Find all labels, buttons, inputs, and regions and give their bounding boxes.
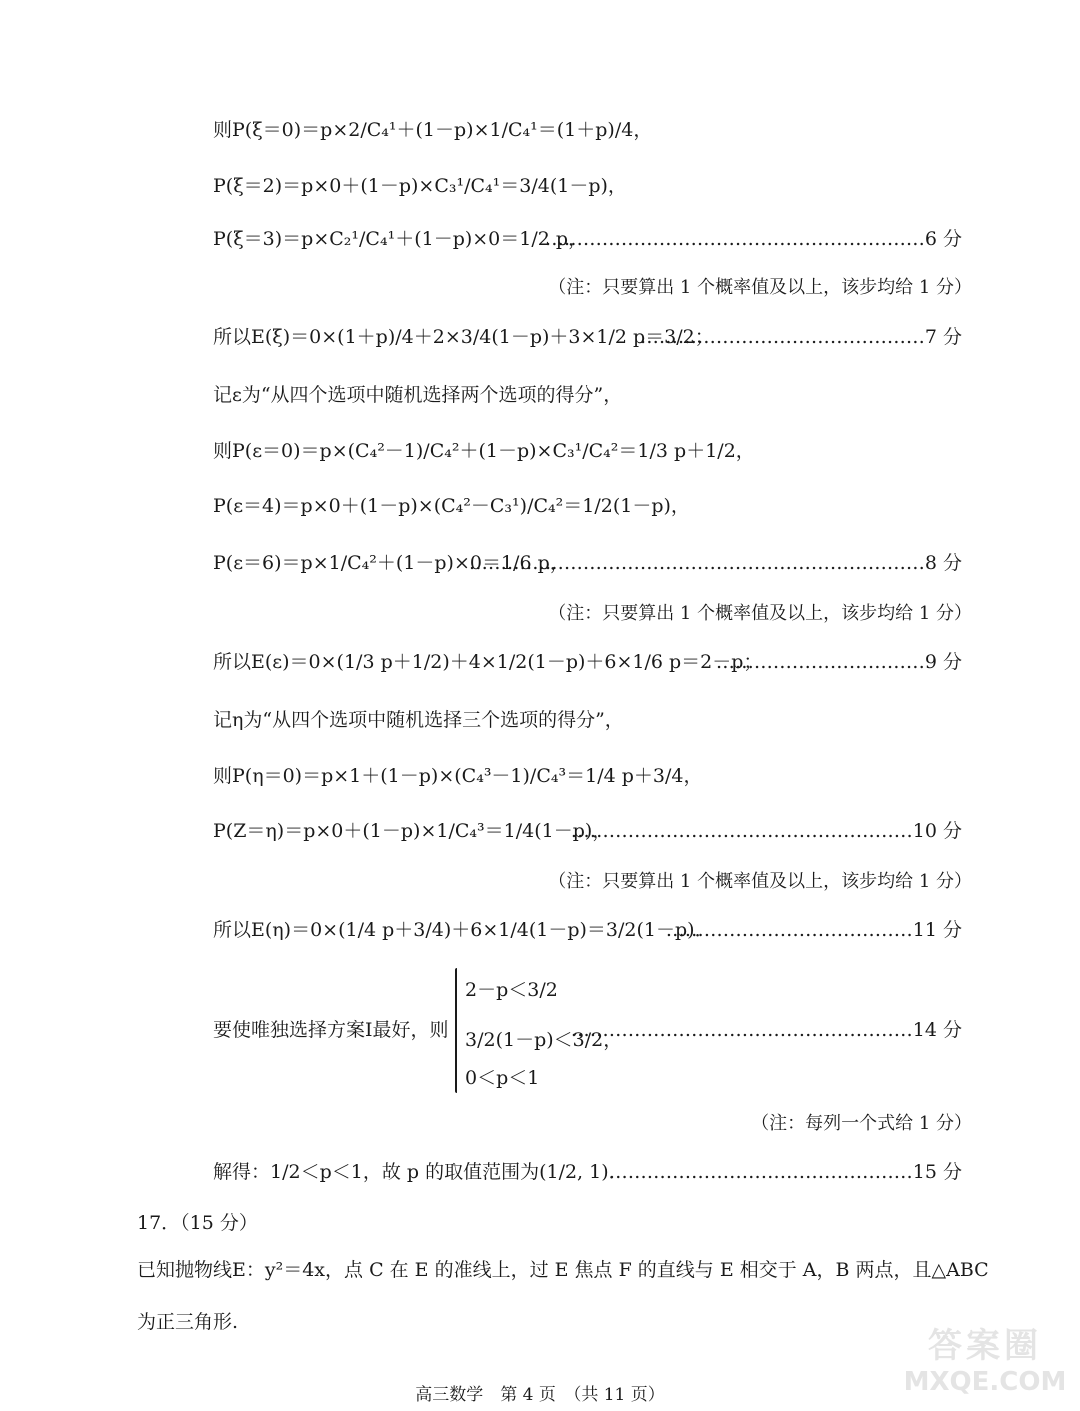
note-3: （注：只要算出 1 个概率值及以上，该步均给 1 分） (548, 871, 972, 892)
points-8: ………………………………………………………………8 分 (468, 552, 962, 574)
line-def-eps: 记ε为“从四个选项中随机选择两个选项的得分”， (213, 384, 623, 406)
watermark-line-1: 答案圈 (928, 1326, 1042, 1366)
note-4: （注：每列一个式给 1 分） (751, 1113, 972, 1134)
system-row-1: 2－p＜3/2 (465, 979, 558, 1001)
page-footer: 高三数学 第 4 页 （共 11 页） (415, 1385, 665, 1405)
note-1: （注：只要算出 1 个概率值及以上，该步均给 1 分） (548, 277, 972, 298)
line-p-xi-0: 则P(ξ＝0)＝p×2/C₄¹＋(1－p)×1/C₄¹＝(1＋p)/4， (213, 119, 653, 141)
points-6: ……………………………………………………6 分 (544, 228, 962, 250)
line-p-xi-2: P(ξ＝2)＝p×0＋(1－p)×C₃¹/C₄¹＝3/4(1－p)， (213, 175, 627, 197)
system-row-2: 3/2(1－p)＜3/2， (465, 1029, 623, 1051)
points-10: ………………………………………………10 分 (570, 820, 962, 842)
points-9: ……………………………9 分 (715, 651, 962, 673)
points-14: ………………………………………………14 分 (570, 1019, 962, 1041)
line-p-eps-4: P(ε＝4)＝p×0＋(1－p)×(C₄²－C₃¹)/C₄²＝1/2(1－p)， (213, 495, 690, 517)
points-11: …………………………………11 分 (665, 919, 962, 941)
line-def-eta: 记η为“从四个选项中随机选择三个选项的得分”， (213, 709, 624, 731)
line-solve: 解得：1/2＜p＜1，故 p 的取值范围为(1/2, 1)． (213, 1161, 628, 1183)
line-expect-xi: 所以E(ξ)＝0×(1＋p)/4＋2×3/4(1－p)＋3×1/2 p＝3/2； (213, 326, 714, 348)
problem-17-text-2: 为正三角形. (137, 1311, 239, 1333)
note-2: （注：只要算出 1 个概率值及以上，该步均给 1 分） (548, 603, 972, 624)
system-brace (455, 968, 457, 1093)
line-p-eps-0: 则P(ε＝0)＝p×(C₄²－1)/C₄²＋(1－p)×C₃¹/C₄²＝1/3 p＋1/2， (213, 440, 755, 462)
line-p-xi-3: P(ξ＝3)＝p×C₂¹/C₄¹＋(1－p)×0＝1/2 p， (213, 228, 588, 250)
line-p-z-eta: P(Z＝η)＝p×0＋(1－p)×1/C₄³＝1/4(1－p)， (213, 820, 612, 842)
points-7: ………………………………………7 分 (639, 326, 962, 348)
watermark-logo (900, 1328, 1070, 1400)
watermark-line-2: MXQE.COM (903, 1367, 1067, 1397)
line-expect-eps: 所以E(ε)＝0×(1/3 p＋1/2)＋4×1/2(1－p)＋6×1/6 p＝2－p； (213, 651, 763, 673)
points-15: …………………………………………15 分 (608, 1161, 962, 1183)
line-p-eps-6: P(ε＝6)＝p×1/C₄²＋(1－p)×0＝1/6 p， (213, 552, 569, 574)
line-condition: 要使唯独选择方案Ⅰ最好，则 (213, 1019, 449, 1041)
line-p-eta-0: 则P(η＝0)＝p×1＋(1－p)×(C₄³－1)/C₄³＝1/4 p＋3/4， (213, 765, 703, 787)
problem-17-text-1: 已知抛物线E：y²＝4x，点 C 在 E 的准线上，过 E 焦点 F 的直线与 E 相交于 A，B 两点，且△ABC (137, 1259, 989, 1281)
problem-17-heading: 17．（15 分） (137, 1212, 258, 1234)
system-row-3: 0＜p＜1 (465, 1067, 540, 1089)
line-expect-eta: 所以E(η)＝0×(1/4 p＋3/4)＋6×1/4(1－p)＝3/2(1－p)． (213, 919, 714, 941)
